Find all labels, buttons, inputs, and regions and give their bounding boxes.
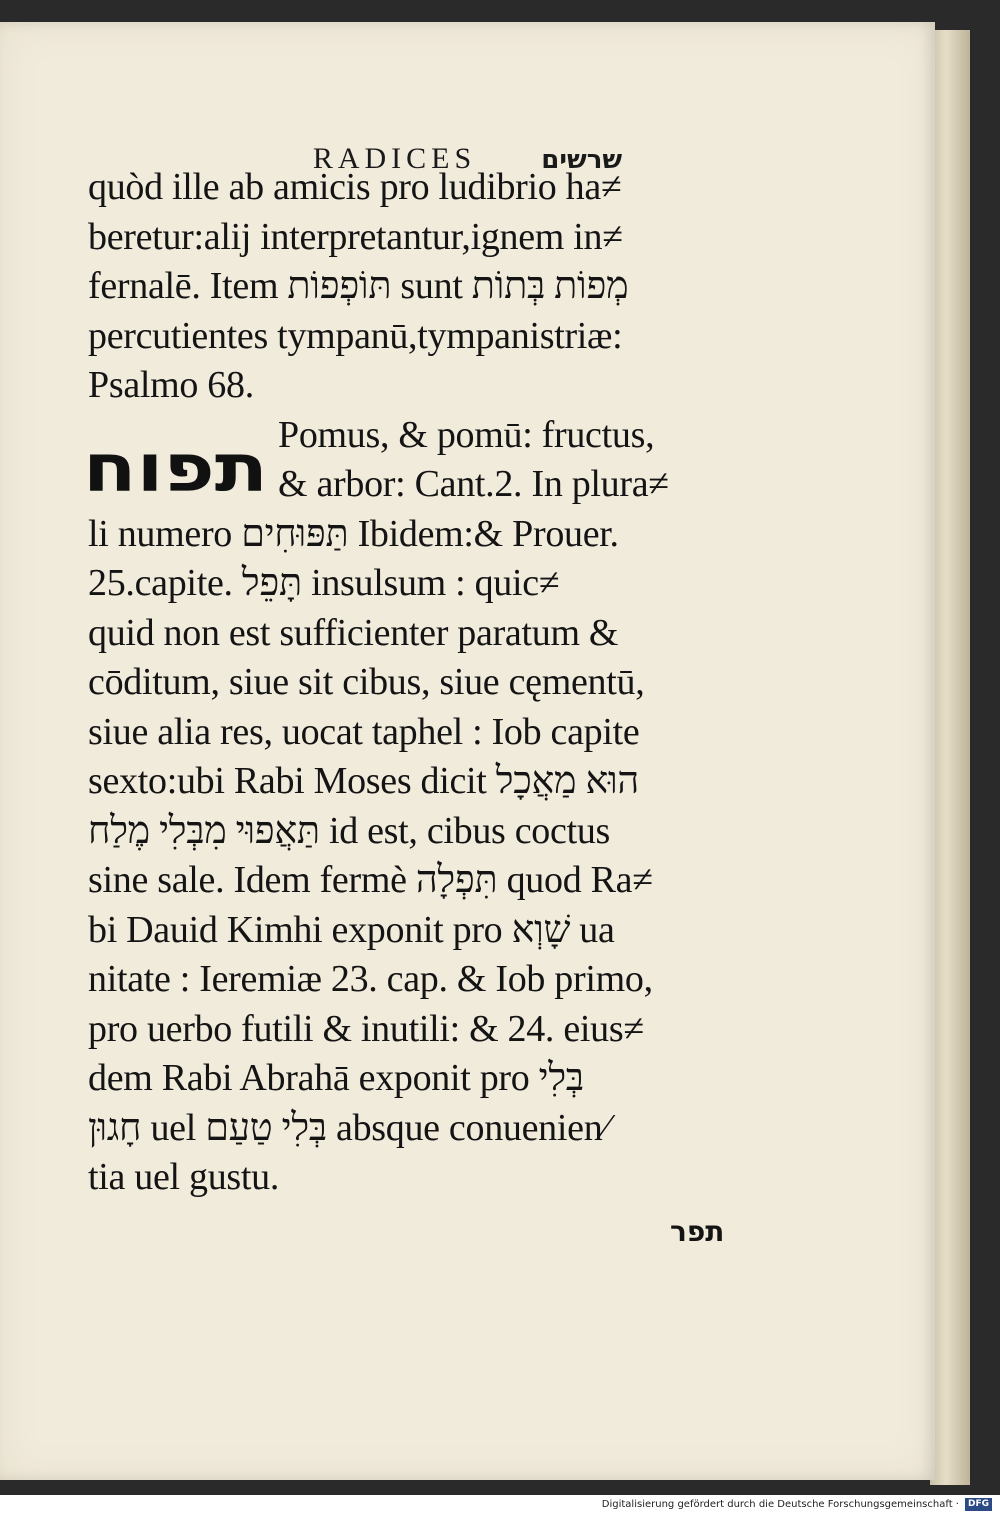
text-line: Pomus, & pomū: fructus,: [278, 413, 655, 456]
text-line: percutientes tympanū,tympanistriæ:: [88, 314, 623, 357]
dfg-logo: DFG: [965, 1498, 992, 1511]
footer-text: Digitalisierung gefördert durch die Deutsche Forschungsgemeinschaft ·: [601, 1499, 959, 1510]
running-head-latin: RADICES: [312, 142, 477, 175]
text-line: pro uerbo futili & inutili: & 24. eius≠: [88, 1007, 644, 1050]
running-head-hebrew: שרשים: [541, 145, 623, 175]
text-line: dem Rabi Abrahā exponit pro בְּלִי: [88, 1057, 584, 1099]
text-line: & arbor: Cant.2. In plura≠: [278, 463, 669, 505]
text-line: fernalē. Item תּוֹפְפוֹת sunt מְפוֹת בְּתוֹת: [88, 265, 629, 307]
text-line: חָגוּן uel בְּלִי טַעַם absque conuenien⁄: [88, 1106, 609, 1149]
text-line: beretur:alij interpretantur,ignem in≠: [88, 215, 623, 258]
text-line: li numero תַּפּוּחִים Ibidem:& Prouer.: [88, 512, 619, 555]
text-line: Psalmo 68.: [88, 364, 254, 406]
text-line: sine sale. Idem fermè תִּפְלָה quod Ra≠: [88, 859, 653, 901]
drop-heading-hebrew: תפוח: [83, 430, 268, 508]
book-edge: [930, 30, 970, 1485]
text-line: 25.capite. תָּפֵל insulsum : quic≠: [88, 562, 560, 604]
text-line: תַּאֲפוּי מִבְּלִי מֶלַח id est, cibus coctus: [88, 809, 611, 852]
text-line: bi Dauid Kimhi exponit pro שָׁוְא ua: [88, 908, 615, 951]
text-line: siue alia res, uocat taphel : Iob capite: [88, 710, 640, 753]
text-line: cōditum, siue sit cibus, siue cęmentū,: [88, 661, 645, 703]
text-line: sexto:ubi Rabi Moses dicit הוּא מַאֲכָל: [88, 760, 639, 802]
footer-credit: [0, 1495, 1000, 1514]
catchword: תפר: [670, 1215, 725, 1248]
text-line: nitate : Ieremiæ 23. cap. & Iob primo,: [88, 958, 653, 1000]
text-line: quid non est sufficienter paratum &: [88, 611, 619, 654]
text-line: quòd ille ab amicis pro ludibrio ha≠: [88, 166, 622, 208]
text-block: [83, 163, 748, 1203]
text-line: tia uel gustu.: [88, 1156, 280, 1198]
